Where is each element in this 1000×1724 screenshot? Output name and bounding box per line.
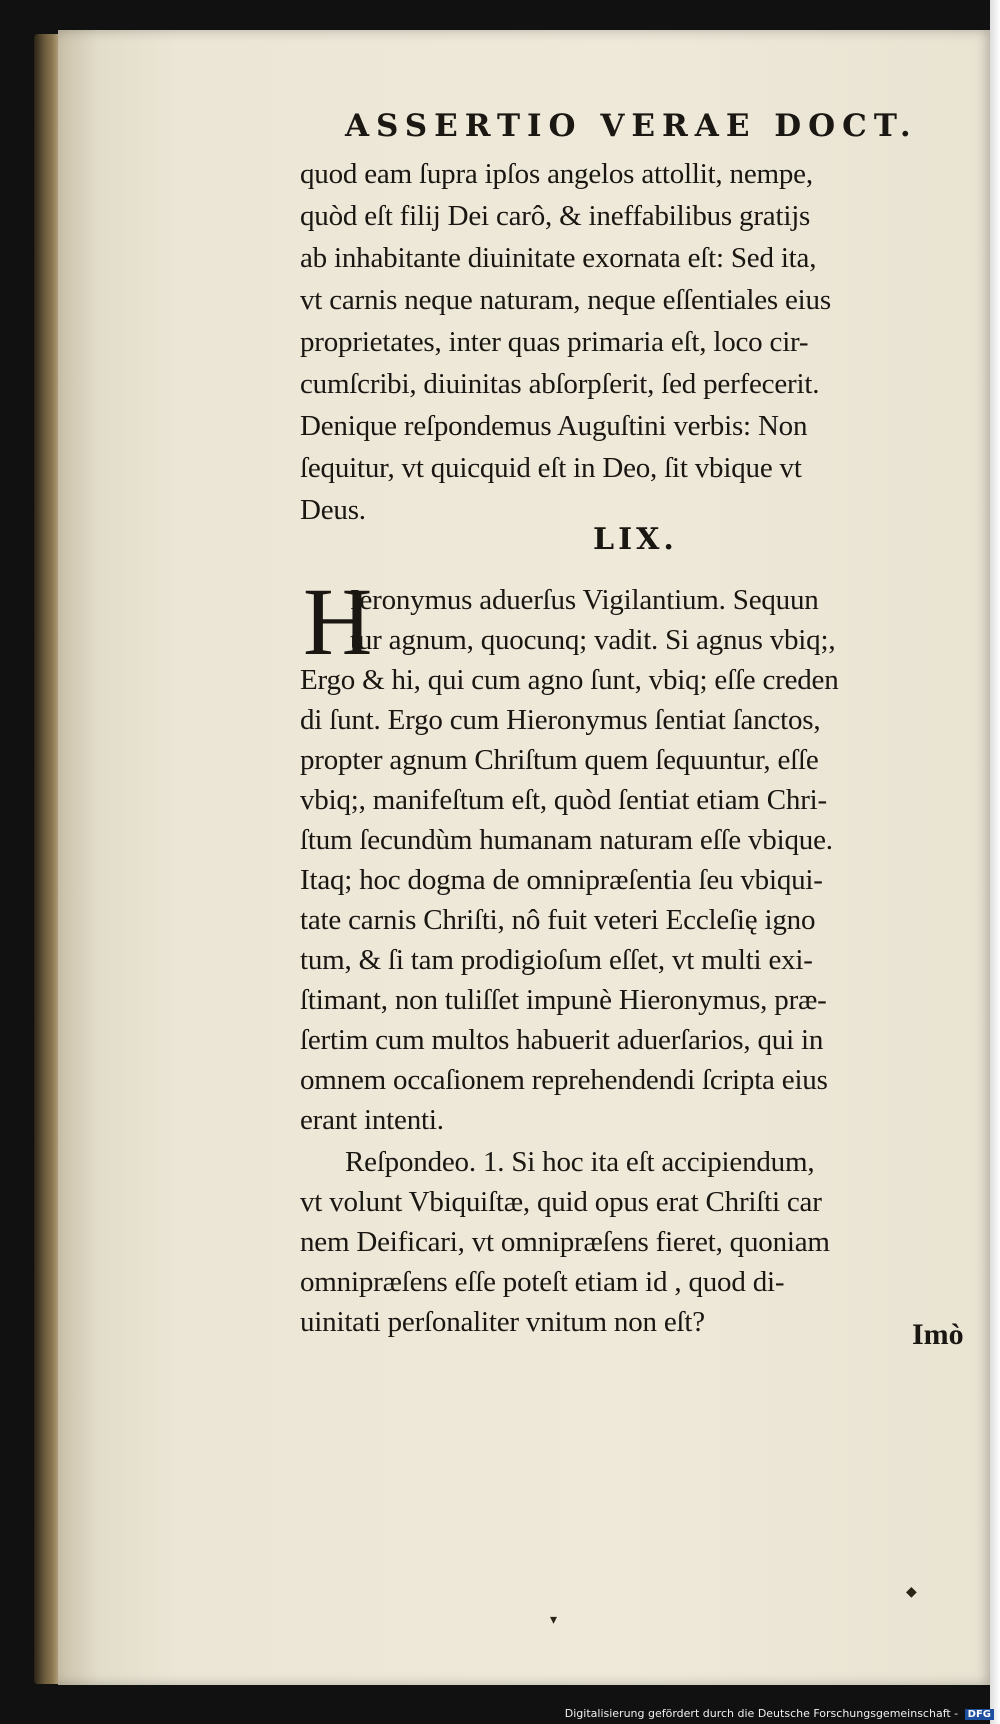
text-line: erant intenti. xyxy=(300,1104,444,1136)
text-line: ab inhabitante diuinitate exornata eſt: Sed ita, xyxy=(300,242,817,274)
book-page xyxy=(58,30,993,1685)
text-line: Deus. xyxy=(300,494,366,526)
book-fore-edge xyxy=(34,34,60,1684)
text-line: ſtum ſecundùm humanam naturam eſſe vbique. xyxy=(300,824,833,856)
text-line: Reſpondeo. 1. Si hoc ita eſt accipiendum, xyxy=(345,1146,815,1178)
printer-ornament-icon: ◆ xyxy=(906,1584,917,1600)
text-line: cumſcribi, diuinitas abſorpſerit, ſed perfecerit. xyxy=(300,368,820,400)
footer-text: Digitalisierung gefördert durch die Deutsche Forschungsgemeinschaft - xyxy=(564,1707,959,1720)
running-head: ASSERTIO VERAE DOCT. xyxy=(345,108,918,144)
text-line: vbiq;, manifeſtum eſt, quòd ſentiat etiam Chri- xyxy=(300,784,827,816)
text-line: nem Deificari, vt omnipræſens fieret, quoniam xyxy=(300,1226,830,1258)
digitization-footer xyxy=(565,1707,994,1720)
text-line: tum, & ſi tam prodigioſum eſſet, vt multi exi- xyxy=(300,944,813,976)
dfg-logo-icon: DFG xyxy=(965,1709,994,1720)
text-line: omnem occaſionem reprehendendi ſcripta eius xyxy=(300,1064,828,1096)
text-line: quòd eſt filij Dei carô, & ineffabilibus gratijs xyxy=(300,200,811,232)
text-line: omnipræſens eſſe poteſt etiam id , quod di- xyxy=(300,1266,785,1298)
text-line: quod eam ſupra ipſos angelos attollit, nempe, xyxy=(300,158,813,190)
page-right-border xyxy=(990,0,1000,1724)
text-line: di ſunt. Ergo cum Hieronymus ſentiat ſanctos, xyxy=(300,704,821,736)
text-line: Denique reſpondemus Auguſtini verbis: Non xyxy=(300,410,808,442)
text-line: vt carnis neque naturam, neque eſſentiales eius xyxy=(300,284,831,316)
text-line: proprietates, inter quas primaria eſt, loco cir- xyxy=(300,326,809,358)
text-line: Ieronymus aduerſus Vigilantium. Sequun xyxy=(350,584,819,616)
text-line: tate carnis Chriſti, nô fuit veteri Eccleſię igno xyxy=(300,904,816,936)
text-line: Itaq; hoc dogma de omnipræſentia ſeu vbiqui- xyxy=(300,864,823,896)
catchword: Imò xyxy=(912,1318,964,1351)
text-line: uinitati perſonaliter vnitum non eſt? xyxy=(300,1306,705,1338)
section-number: LIX. xyxy=(593,522,678,557)
text-line: tur agnum, quocunq; vadit. Si agnus vbiq;, xyxy=(350,624,836,656)
printer-mark-icon: ▾ xyxy=(550,1612,558,1628)
text-line: Ergo & hi, qui cum agno ſunt, vbiq; eſſe creden xyxy=(300,664,839,696)
text-line: ſtimant, non tuliſſet impunè Hieronymus, præ- xyxy=(300,984,827,1016)
text-line: ſequitur, vt quicquid eſt in Deo, ſit vbique vt xyxy=(300,452,802,484)
text-line: vt volunt Vbiquiſtæ, quid opus erat Chriſti car xyxy=(300,1186,822,1218)
text-line: propter agnum Chriſtum quem ſequuntur, eſſe xyxy=(300,744,819,776)
drop-cap: H xyxy=(303,568,373,675)
text-line: ſertim cum multos habuerit aduerſarios, qui in xyxy=(300,1024,824,1056)
